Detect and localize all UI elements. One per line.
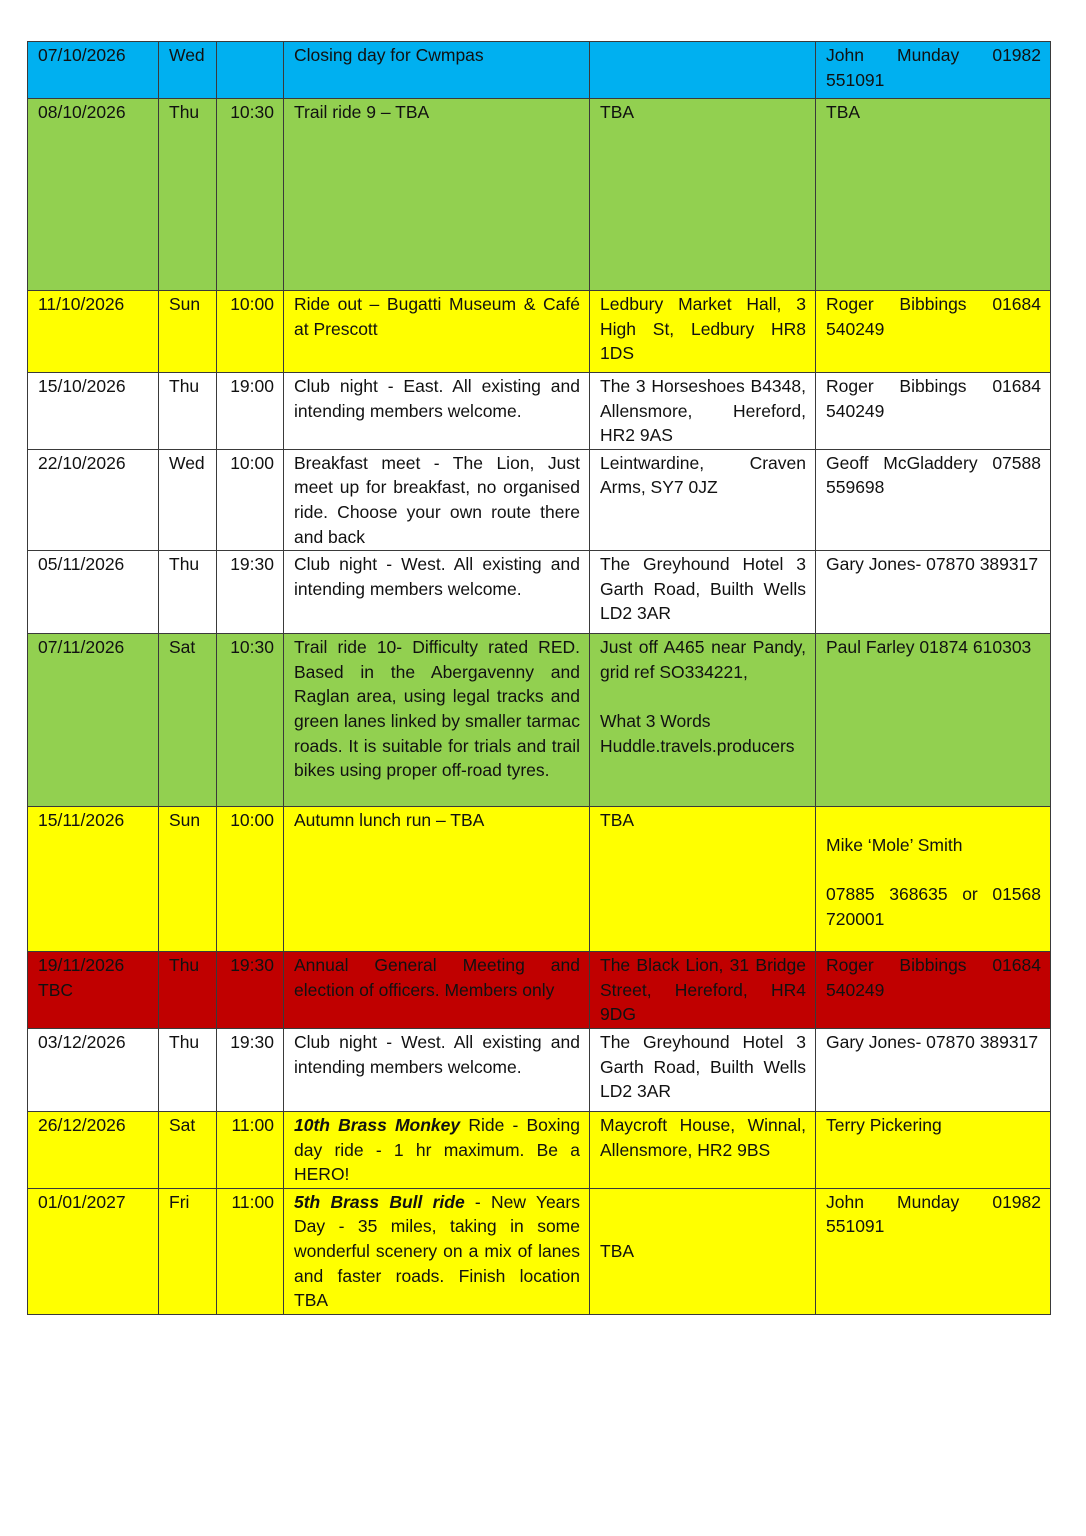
event-date: 07/11/2026 <box>28 634 159 807</box>
event-day: Thu <box>159 952 217 1029</box>
event-day: Sun <box>159 807 217 952</box>
table-row <box>28 373 1051 450</box>
event-day: Wed <box>159 42 217 99</box>
event-day: Thu <box>159 551 217 634</box>
event-contact: Roger Bibbings 01684 540249 <box>816 952 1051 1029</box>
table-row <box>28 952 1051 1029</box>
event-date: 07/10/2026 <box>28 42 159 99</box>
event-time: 10:30 <box>217 634 284 807</box>
event-day: Thu <box>159 373 217 450</box>
event-location: The Greyhound Hotel 3 Garth Road, Builth Wells LD2 3AR <box>590 551 816 634</box>
event-day: Sun <box>159 291 217 373</box>
event-contact: Terry Pickering <box>816 1111 1051 1188</box>
event-time: 19:30 <box>217 952 284 1029</box>
event-location: Leintwardine, Craven Arms, SY7 0JZ <box>590 449 816 550</box>
event-time: 19:00 <box>217 373 284 450</box>
event-day: Sat <box>159 1111 217 1188</box>
event-description: Trail ride 10- Difficulty rated RED. Based in the Abergavenny and Raglan area, using legal tracks and green lanes linked by smaller tarmac roads. It is suitable for trials and trail bikes using proper off-road tyres. <box>284 634 590 807</box>
event-day: Sat <box>159 634 217 807</box>
event-title-emphasis: 10th Brass Monkey <box>294 1114 461 1135</box>
table-row <box>28 807 1051 952</box>
table-row <box>28 1111 1051 1188</box>
event-time: 10:00 <box>217 807 284 952</box>
event-location: TBA <box>590 99 816 291</box>
table-row <box>28 449 1051 550</box>
table-row <box>28 634 1051 807</box>
table-row <box>28 1028 1051 1111</box>
event-contact: Paul Farley 01874 610303 <box>816 634 1051 807</box>
table-row <box>28 551 1051 634</box>
event-date: 11/10/2026 <box>28 291 159 373</box>
event-description: Club night - West. All existing and intending members welcome. <box>284 551 590 634</box>
event-time: 11:00 <box>217 1188 284 1314</box>
event-date: 26/12/2026 <box>28 1111 159 1188</box>
event-location <box>590 1188 816 1314</box>
event-contact: Roger Bibbings 01684 540249 <box>816 373 1051 450</box>
event-description: Annual General Meeting and election of officers. Members only <box>284 952 590 1029</box>
event-time: 10:30 <box>217 99 284 291</box>
event-time: 11:00 <box>217 1111 284 1188</box>
event-description <box>284 1111 590 1188</box>
event-date: 19/11/2026 TBC <box>28 952 159 1029</box>
event-contact: John Munday 01982 551091 <box>816 42 1051 99</box>
event-date: 22/10/2026 <box>28 449 159 550</box>
event-time <box>217 42 284 99</box>
event-description: Breakfast meet - The Lion, Just meet up for breakfast, no organised ride. Choose your own route there and back <box>284 449 590 550</box>
table-row <box>28 1188 1051 1314</box>
event-description: Autumn lunch run – TBA <box>284 807 590 952</box>
event-date: 15/11/2026 <box>28 807 159 952</box>
event-location <box>590 42 816 99</box>
event-location-main: TBA <box>600 1240 635 1261</box>
event-location: Maycroft House, Winnal, Allensmore, HR2 9BS <box>590 1111 816 1188</box>
event-contact: Roger Bibbings 01684 540249 <box>816 291 1051 373</box>
event-time: 10:00 <box>217 449 284 550</box>
event-location-w3w-value: Huddle.travels.producers <box>600 735 795 756</box>
event-description: Closing day for Cwmpas <box>284 42 590 99</box>
event-contact: Gary Jones- 07870 389317 <box>816 1028 1051 1111</box>
event-date: 03/12/2026 <box>28 1028 159 1111</box>
table-row <box>28 42 1051 99</box>
table-row <box>28 291 1051 373</box>
event-contact-phones: 07885 368635 or 01568 720001 <box>826 883 1041 929</box>
event-date: 08/10/2026 <box>28 99 159 291</box>
event-location: The Greyhound Hotel 3 Garth Road, Builth Wells LD2 3AR <box>590 1028 816 1111</box>
event-time: 19:30 <box>217 1028 284 1111</box>
event-day: Wed <box>159 449 217 550</box>
event-date: 01/01/2027 <box>28 1188 159 1314</box>
event-day: Thu <box>159 1028 217 1111</box>
event-date: 05/11/2026 <box>28 551 159 634</box>
event-description <box>284 1188 590 1314</box>
event-location-main: Just off A465 near Pandy, grid ref SO334221, <box>600 637 806 682</box>
event-description: Club night - East. All existing and intending members welcome. <box>284 373 590 450</box>
event-time: 10:00 <box>217 291 284 373</box>
event-contact <box>816 807 1051 952</box>
event-title-emphasis: 5th Brass Bull ride <box>294 1191 465 1212</box>
event-description: Trail ride 9 – TBA <box>284 99 590 291</box>
table-row <box>28 99 1051 291</box>
event-location: TBA <box>590 807 816 952</box>
event-contact-name: Mike ‘Mole’ Smith <box>826 834 963 855</box>
event-location-w3w-label: What 3 Words <box>600 710 711 731</box>
event-location <box>590 634 816 807</box>
event-location: The 3 Horseshoes B4348, Allensmore, Hereford, HR2 9AS <box>590 373 816 450</box>
event-location: The Black Lion, 31 Bridge Street, Hereford, HR4 9DG <box>590 952 816 1029</box>
event-description-text: - New Years Day - 35 miles, taking in some wonderful scenery on a mix of lanes and faster roads. Finish location TBA <box>294 1191 580 1311</box>
event-contact: Geoff McGladdery 07588 559698 <box>816 449 1051 550</box>
event-date: 15/10/2026 <box>28 373 159 450</box>
event-time: 19:30 <box>217 551 284 634</box>
event-contact: Gary Jones- 07870 389317 <box>816 551 1051 634</box>
event-description-text: Ride - Boxing day ride - 1 hr maximum. Be a HERO! <box>294 1114 580 1185</box>
event-description: Ride out – Bugatti Museum & Café at Prescott <box>284 291 590 373</box>
event-contact: John Munday 01982 551091 <box>816 1188 1051 1314</box>
event-day: Fri <box>159 1188 217 1314</box>
event-contact: TBA <box>816 99 1051 291</box>
event-day: Thu <box>159 99 217 291</box>
event-description: Club night - West. All existing and intending members welcome. <box>284 1028 590 1111</box>
event-location: Ledbury Market Hall, 3 High St, Ledbury HR8 1DS <box>590 291 816 373</box>
events-table <box>27 41 1051 1315</box>
